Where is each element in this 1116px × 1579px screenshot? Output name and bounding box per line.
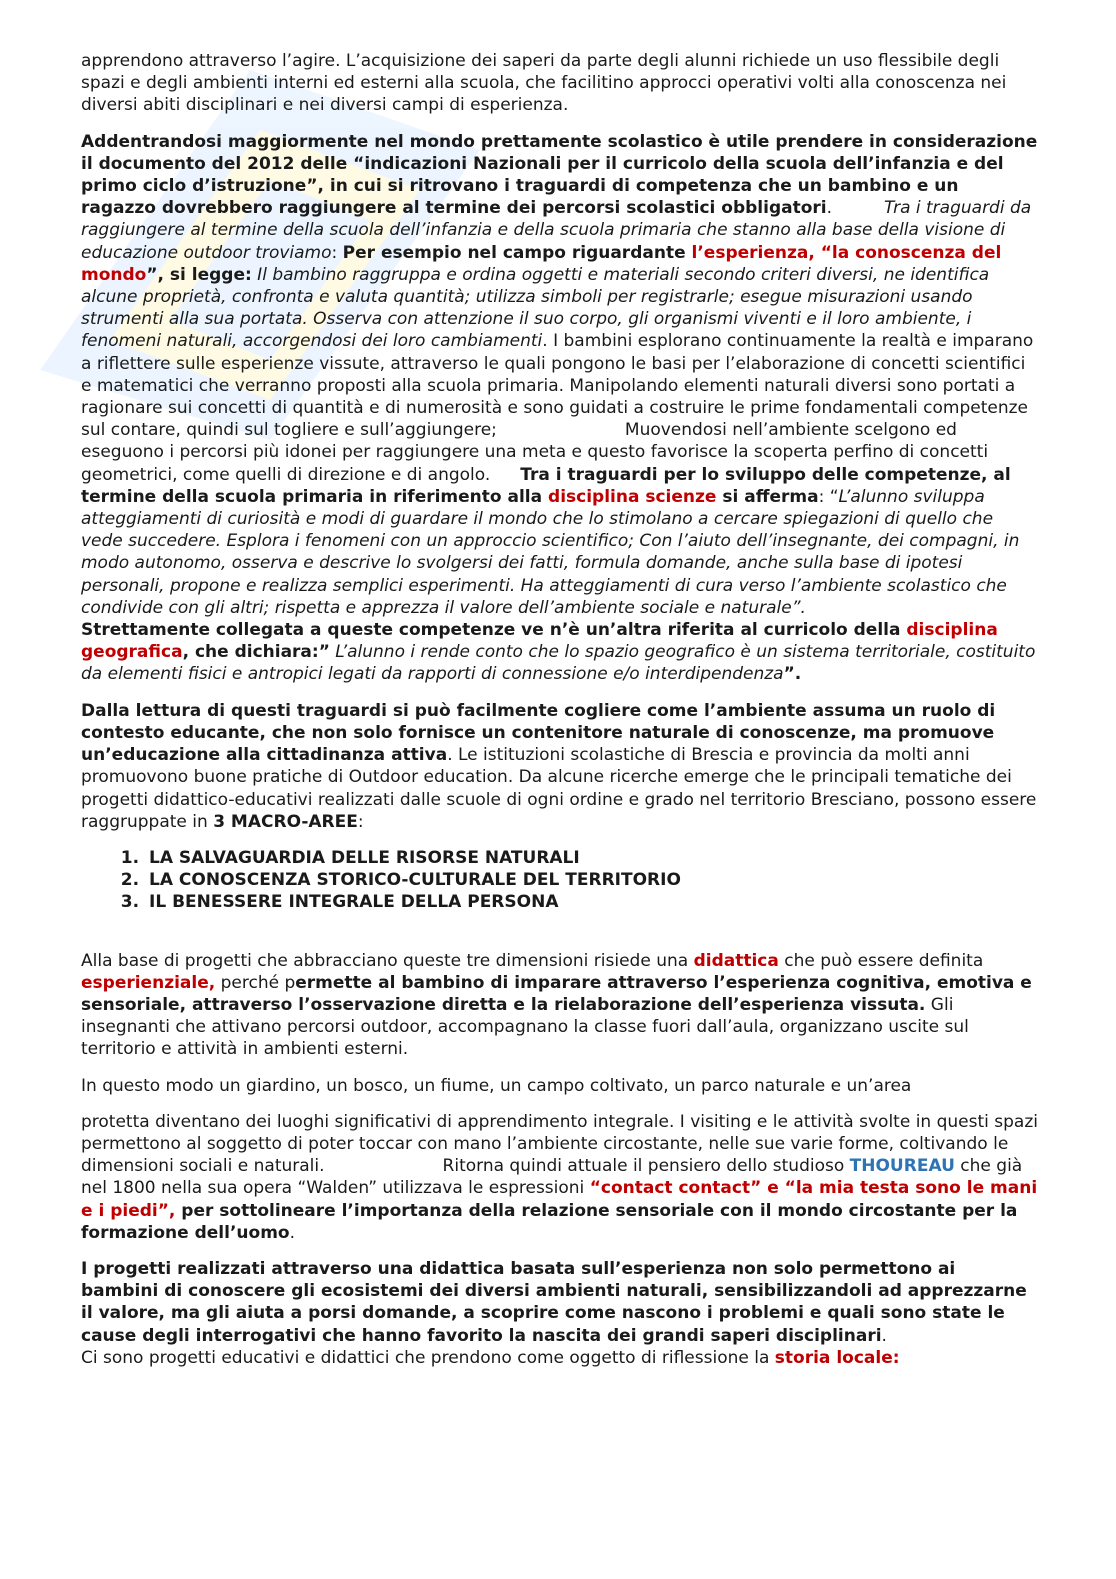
list-item: 3. IL BENESSERE INTEGRALE DELLA PERSONA — [145, 891, 1038, 913]
list-item: 2. LA CONOSCENZA STORICO-CULTURALE DEL TERRITORIO — [145, 869, 1038, 891]
macro-areas-list — [81, 847, 1038, 914]
paragraph-thoureau: protetta diventano dei luoghi significativi di apprendimento integrale. I visiting e le attività svolte in questi spazi permettono al soggetto di poter toccar con mano l’ambiente circostante, nelle sue varie forme, coltivando le dimensioni sociali e naturali. Ritorna quindi attuale il pensiero dello studioso THOUREAU che già nel 1800 nella sua opera “Walden” utilizzava le espressioni “contact contact” e “la mia testa sono le mani e i piedi”, per sottolineare l’importanza della relazione sensoriale con il mondo circostante per la formazione dell’uomo. — [81, 1111, 1038, 1243]
paragraph-progetti: I progetti realizzati attraverso una didattica basata sull’esperienza non solo permettono ai bambini di conoscere gli ecosistemi dei diversi ambienti naturali, sensibilizzandoli ad apprezzarne il valore, ma gli aiuta a porsi domande, a scoprire come nascono i problemi e quali sono state le cause degli interrogativi che hanno favorito la nascita dei grandi saperi disciplinari. — [81, 1258, 1027, 1346]
paragraph-didattica-esperienziale: Alla base di progetti che abbracciano queste tre dimensioni risiede una didattica che può essere definita esperienziale, perché permette al bambino di imparare attraverso l’esperienza cognitiva, emotiva e sensoriale, attraverso l’osservazione diretta e la rielaborazione dell’esperienza vissuta. Gli insegnanti che attivano percorsi outdoor, accompagnano la classe fuori dall’aula, organizzano uscite sul territorio e attività in ambienti esterni. — [81, 950, 1032, 1060]
paragraph-luoghi: In questo modo un giardino, un bosco, un fiume, un campo coltivato, un parco naturale e un’area — [81, 1075, 912, 1096]
list-item: 1. LA SALVAGUARDIA DELLE RISORSE NATURALI — [145, 847, 1038, 869]
paragraph-storia-locale: Ci sono progetti educativi e didattici che prendono come oggetto di riflessione la storia locale: — [81, 1347, 900, 1368]
paragraph-intro: apprendono attraverso l’agire. L’acquisizione dei saperi da parte degli alunni richiede un uso flessibile degli spazi e degli ambienti interni ed esterni alla scuola, che facilitino approcci operativi volti alla conoscenza nei diversi abiti disciplinari e nei diversi campi di esperienza. — [81, 51, 1007, 116]
paragraph-ambiente-educante: Dalla lettura di questi traguardi si può facilmente cogliere come l’ambiente assuma un ruolo di contesto educante, che non solo fornisce un contenitore naturale di conoscenze, ma promuove un’educazione alla cittadinanza attiva. Le istituzioni scolastiche di Brescia e provincia da molti anni promuovono buone pratiche di Outdoor education. Da alcune ricerche emerge che le principali tematiche dei progetti didattico-educativi realizzati dalle scuole di ogni ordine e grado nel territorio Bresciano, possono essere raggruppate in 3 MACRO-AREE: — [81, 700, 1037, 832]
paragraph-indicazioni-nazionali: Addentrandosi maggiormente nel mondo prettamente scolastico è utile prendere in considerazione il documento del 2012 delle “indicazioni Nazionali per il curricolo della scuola dell’infanzia e del primo ciclo d’istruzione”, in cui si ritrovano i traguardi di competenza che un bambino e un ragazzo dovrebbero raggiungere al termine dei percorsi scolastici obbligatori. Tra i traguardi da raggiungere al termine della scuola dell’infanzia e della scuola primaria che stanno alla base della visione di educazione outdoor troviamo: Per esempio nel campo riguardante l’esperienza, “la conoscenza del mondo”, si legge: Il bambino raggruppa e ordina oggetti e materiali secondo criteri diversi, ne identifica alcune proprietà, confronta e valuta quantità; utilizza simboli per registrarle; esegue misurazioni usando strumenti alla sua portata. Osserva con attenzione il suo corpo, gli organismi viventi e il loro ambiente, i fenomeni naturali, accorgendosi dei loro cambiamenti. I bambini esplorano continuamente la realtà e imparano a riflettere sulle esperienze vissute, attraverso le quali pongono le basi per l’elaborazione di concetti scientifici e matematici che verranno proposti alla scuola primaria. Manipolando elementi naturali diversi sono portati a ragionare sui concetti di quantità e di numerosità e sono guidati a costruire le prime fondamentali competenze sul contare, quindi sul togliere e sull’aggiungere; Muovendosi nell’ambiente scelgono ed eseguono i percorsi più idonei per raggiungere una meta e questo favorisce la scoperta perfino di concetti geometrici, come quelli di direzione e di angolo. Tra i traguardi per lo sviluppo delle competenze, al termine della scuola primaria in riferimento alla disciplina scienze si afferma: “L’alunno sviluppa atteggiamenti di curiosità e modi di guardare il mondo che lo stimolano a cercare spiegazioni di quello che vede succedere. Esplora i fenomeni con un approccio scientifico; Con l’aiuto dell’insegnante, dei compagni, in modo autonomo, osserva e descrive lo svolgersi dei fatti, formula domande, anche sulla base di ipotesi personali, propone e realizza semplici esperimenti. Ha atteggiamenti di cura verso l’ambiente scolastico che condivide con gli altri; rispetta e apprezza il valore dell’ambiente sociale e naturale”.Strettamente collegata a queste competenze ve n’è un’altra riferita al curricolo della disciplina geografica, che dichiara:” L’alunno i rende conto che lo spazio geografico è un sistema territoriale, costituito da elementi fisici e antropici legati da rapporti di connessione e/o interdipendenza”. — [81, 131, 1038, 685]
